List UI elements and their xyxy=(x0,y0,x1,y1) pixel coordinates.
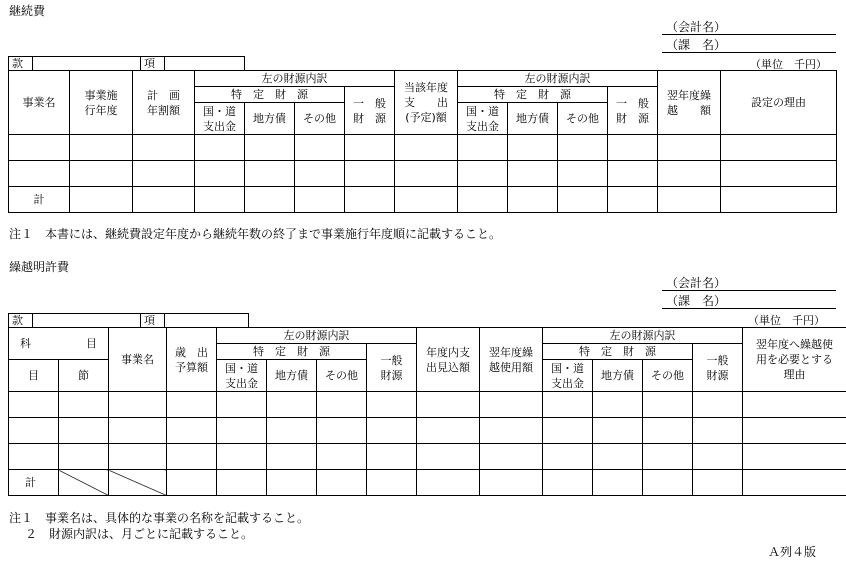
col-chiho-1: 地方債 xyxy=(267,360,317,392)
col-sonota-1: その他 xyxy=(317,360,367,392)
col-yokunen: 翌年度繰 越 額 xyxy=(658,71,721,135)
form1-kaikei-line xyxy=(662,34,836,35)
form1-note: 注１ 本書には、継続費設定年度から継続年数の終了まで事業施行年度順に記載すること。 xyxy=(9,227,502,241)
form1-ka-label: （課 名） xyxy=(666,38,727,52)
col-jigyo: 事業名 xyxy=(9,71,70,135)
col-kokudo-1: 国・道 支出金 xyxy=(195,103,245,135)
col-kokudo-2: 国・道 支出金 xyxy=(458,103,508,135)
col-riyu: 設定の理由 xyxy=(721,71,837,135)
form1-kaikei-label: （会計名） xyxy=(666,20,727,34)
kan-label: 款 xyxy=(9,314,33,328)
col-ippan-1: 一 般 財 源 xyxy=(345,87,395,135)
form2-note-2: ２ 財源内訳は、月ごとに記載すること。 xyxy=(25,527,254,541)
table-row xyxy=(9,135,837,161)
col-tokutei-2: 特 定 財 源 xyxy=(543,344,693,360)
form2-ka-label: （課 名） xyxy=(666,294,727,308)
form2-kan-kou-row xyxy=(8,313,249,328)
col-zaigen-2: 左の財源内訳 xyxy=(543,328,743,344)
col-sonota-1: その他 xyxy=(295,103,345,135)
col-tokutei-1: 特 定 財 源 xyxy=(217,344,367,360)
col-ippan-1: 一般 財源 xyxy=(367,344,417,392)
col-sonota-2: その他 xyxy=(558,103,608,135)
form2-unit: （単位 千円） xyxy=(748,314,825,327)
table-row xyxy=(9,392,846,418)
diagonal-cell xyxy=(109,470,167,496)
kou-label: 項 xyxy=(141,57,165,71)
col-chiho-1: 地方債 xyxy=(245,103,295,135)
footer-size-label: Ａ列４版 xyxy=(768,545,817,559)
col-tougai: 当該年度 支 出 (予定)額 xyxy=(395,71,458,135)
form1-title: 継続費 xyxy=(9,4,46,18)
form2-kaikei-line xyxy=(662,290,836,291)
form2-ka-line xyxy=(662,308,836,309)
form2-title: 繰越明許費 xyxy=(9,260,70,274)
kou-field[interactable] xyxy=(165,57,245,71)
col-chiho-2: 地方債 xyxy=(508,103,558,135)
total-row xyxy=(9,470,846,496)
form2-table xyxy=(8,327,846,496)
total-label: 計 xyxy=(9,187,70,213)
col-kokudo-1: 国・道 支出金 xyxy=(217,360,267,392)
col-tokutei-2: 特 定 財 源 xyxy=(458,87,608,103)
col-saishutsu: 歳 出 予算額 xyxy=(167,328,217,392)
col-jigyo: 事業名 xyxy=(109,328,167,392)
col-sonota-2: その他 xyxy=(643,360,693,392)
form2-kaikei-label: （会計名） xyxy=(666,276,727,290)
form1-unit: （単位 千円） xyxy=(750,58,827,71)
col-chiho-2: 地方債 xyxy=(593,360,643,392)
form2-note-1: 注１ 事業名は、具体的な事業の名称を記載すること。 xyxy=(9,511,310,525)
col-ippan-2: 一般 財源 xyxy=(693,344,743,392)
col-yokunen: 翌年度繰 越使用額 xyxy=(480,328,543,392)
form1-kan-kou-row xyxy=(8,56,245,71)
form1-ka-line xyxy=(662,52,836,53)
col-tokutei-1: 特 定 財 源 xyxy=(195,87,345,103)
col-sekou-nendo: 事業施 行年度 xyxy=(70,71,133,135)
kou-field[interactable] xyxy=(165,314,249,328)
col-keikaku: 計 画 年割額 xyxy=(133,71,195,135)
col-riyu: 翌年度へ繰越使 用を必要とする 理由 xyxy=(743,328,846,392)
diagonal-cell xyxy=(59,470,109,496)
col-nendonai: 年度内支 出見込額 xyxy=(417,328,480,392)
col-ippan-2: 一 般 財 源 xyxy=(608,87,658,135)
table-row xyxy=(9,418,846,444)
col-zaigen-1: 左の財源内訳 xyxy=(217,328,417,344)
col-kamoku: 科 目 xyxy=(9,328,109,360)
col-setsu: 節 xyxy=(59,360,109,392)
total-label: 計 xyxy=(9,470,59,496)
kan-label: 款 xyxy=(9,57,33,71)
kan-field[interactable] xyxy=(33,57,141,71)
kan-field[interactable] xyxy=(33,314,141,328)
col-zaigen-2: 左の財源内訳 xyxy=(458,71,658,87)
form1-table xyxy=(8,70,837,213)
col-kokudo-2: 国・道 支出金 xyxy=(543,360,593,392)
total-row xyxy=(9,187,837,213)
table-row xyxy=(9,444,846,470)
col-moku: 目 xyxy=(9,360,59,392)
col-zaigen-1: 左の財源内訳 xyxy=(195,71,395,87)
table-row xyxy=(9,161,837,187)
kou-label: 項 xyxy=(141,314,165,328)
